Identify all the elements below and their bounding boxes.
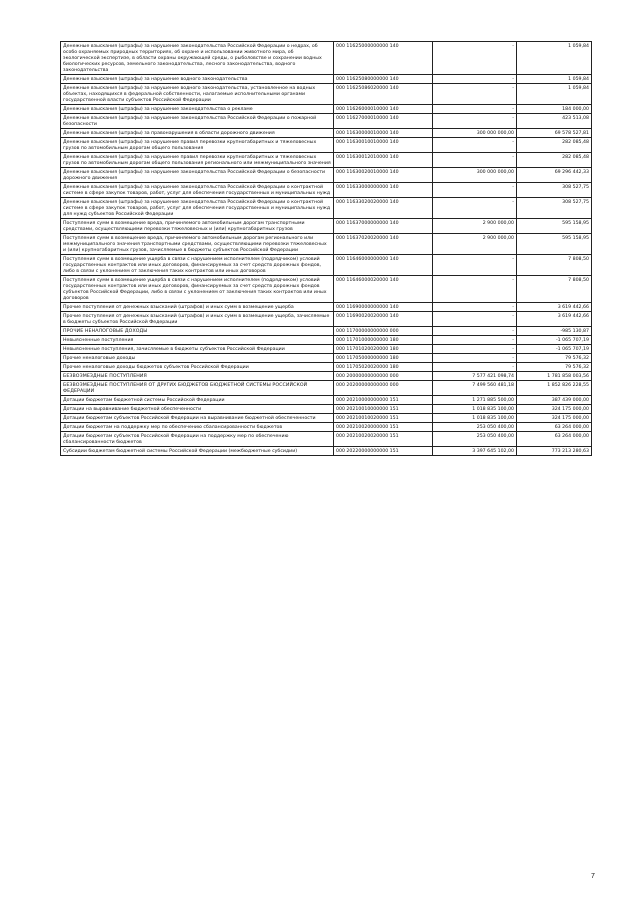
row-exec-cell: 7 808,50 — [517, 276, 592, 303]
row-plan-cell: 253 050 400,00 — [433, 432, 517, 447]
row-code-cell: 000 11630012010000 140 — [334, 153, 433, 168]
table-row — [61, 183, 592, 198]
row-name-cell: Денежные взыскания (штрафы) за нарушение водного законодательства — [61, 75, 334, 84]
row-code-cell: 000 11625000000000 140 — [334, 42, 433, 75]
row-name-cell: Денежные взыскания (штрафы) за нарушение законодательства Российской Федерации о контрактной системе в сфере закупок товаров, работ, услуг для обеспечения государственных и муниципальных нужд для нужд субъектов Российской Федерации — [61, 198, 334, 219]
row-code-cell: 000 11625086020000 140 — [334, 84, 433, 105]
row-name-cell: ПРОЧИЕ НЕНАЛОГОВЫЕ ДОХОДЫ — [61, 327, 334, 336]
row-plan-cell: 300 000 000,00 — [433, 129, 517, 138]
table-row — [61, 198, 592, 219]
revenue-table — [60, 41, 592, 456]
row-code-cell: 000 11700000000000 000 — [334, 327, 433, 336]
row-exec-cell: 1 781 858 003,56 — [517, 372, 592, 381]
row-name-cell: Дотации на выравнивание бюджетной обеспеченности — [61, 405, 334, 414]
row-plan-cell: - — [433, 327, 517, 336]
table-row — [61, 75, 592, 84]
row-code-cell: 000 20210020020000 151 — [334, 432, 433, 447]
row-code-cell: 000 11625080000000 140 — [334, 75, 433, 84]
row-name-cell: Денежные взыскания (штрафы) за нарушение законодательства о рекламе — [61, 105, 334, 114]
row-name-cell: Денежные взыскания (штрафы) за нарушение законодательства Российской Федерации о недрах, об особо охраняемых природных территориях, об охране и использовании животного мира, об экологической экспертизе, в области охраны окружающей среды, о рыболовстве и сохранении водных биологических ресурсов, земельного законодательства, лесного законодательства, водного законодательства — [61, 42, 334, 75]
row-code-cell: 000 20210020000000 151 — [334, 423, 433, 432]
row-name-cell: Поступления сумм в возмещение вреда, причиняемого автомобильным дорогам транспортными средствами, осуществляющими перевозки тяжеловесных и (или) крупногабаритных грузов — [61, 219, 334, 234]
row-exec-cell: 595 158,95 — [517, 219, 592, 234]
row-code-cell: 000 11701000000000 180 — [334, 336, 433, 345]
row-code-cell: 000 11626000010000 140 — [334, 105, 433, 114]
row-code-cell: 000 20210000000000 151 — [334, 396, 433, 405]
row-exec-cell: 308 527,75 — [517, 198, 592, 219]
row-exec-cell: 1 059,84 — [517, 84, 592, 105]
row-plan-cell: - — [433, 276, 517, 303]
table-row — [61, 336, 592, 345]
row-plan-cell: - — [433, 105, 517, 114]
row-name-cell: Дотации бюджетам на поддержку мер по обеспечению сбалансированности бюджетов — [61, 423, 334, 432]
row-code-cell: 000 11633020020000 140 — [334, 198, 433, 219]
row-exec-cell: 324 175 000,00 — [517, 414, 592, 423]
row-name-cell: Поступления сумм в возмещение ущерба в связи с нарушением исполнителем (подрядчиком) условий государственных контрактов или иных договоров, финансируемых за счет средств дорожных фондов субъектов Российской Федерации, либо в связи с уклонением от заключения таких контрактов или иных договоров — [61, 276, 334, 303]
row-exec-cell: 69 578 527,81 — [517, 129, 592, 138]
table-row — [61, 396, 592, 405]
row-code-cell: 000 20210010020000 151 — [334, 414, 433, 423]
row-exec-cell: -985 130,87 — [517, 327, 592, 336]
row-exec-cell: 595 158,95 — [517, 234, 592, 255]
row-plan-cell: 300 000 000,00 — [433, 168, 517, 183]
table-row — [61, 423, 592, 432]
row-name-cell: Денежные взыскания (штрафы) за нарушение законодательства Российской Федерации о пожарной безопасности — [61, 114, 334, 129]
row-plan-cell: - — [433, 75, 517, 84]
row-plan-cell: - — [433, 138, 517, 153]
table-row — [61, 447, 592, 456]
row-plan-cell: - — [433, 153, 517, 168]
row-plan-cell: 7 499 560 481,18 — [433, 381, 517, 396]
table-row — [61, 114, 592, 129]
row-code-cell: 000 11705020020000 180 — [334, 363, 433, 372]
table-row — [61, 345, 592, 354]
row-code-cell: 000 11646000000000 140 — [334, 255, 433, 276]
row-exec-cell: 308 527,75 — [517, 183, 592, 198]
row-name-cell: БЕЗВОЗМЕЗДНЫЕ ПОСТУПЛЕНИЯ — [61, 372, 334, 381]
row-name-cell: Денежные взыскания (штрафы) за нарушение водного законодательства, установленное на водных объектах, находящихся в федеральной собственности, налагаемые исполнительными органами государственной власти субъектов Российской Федерации — [61, 84, 334, 105]
table-row — [61, 372, 592, 381]
row-plan-cell: 1 271 885 500,00 — [433, 396, 517, 405]
row-exec-cell: 3 619 442,66 — [517, 312, 592, 327]
row-exec-cell: 79 576,32 — [517, 363, 592, 372]
row-name-cell: Денежные взыскания (штрафы) за правонарушения в области дорожного движения — [61, 129, 334, 138]
row-exec-cell: 184 000,00 — [517, 105, 592, 114]
row-exec-cell: 63 264 000,00 — [517, 423, 592, 432]
row-code-cell: 000 11630020010000 140 — [334, 168, 433, 183]
row-code-cell: 000 11627000010000 140 — [334, 114, 433, 129]
row-name-cell: БЕЗВОЗМЕЗДНЫЕ ПОСТУПЛЕНИЯ ОТ ДРУГИХ БЮДЖЕТОВ БЮДЖЕТНОЙ СИСТЕМЫ РОССИЙСКОЙ ФЕДЕРАЦИИ — [61, 381, 334, 396]
row-code-cell: 000 11705000000000 180 — [334, 354, 433, 363]
page-number: 7 — [591, 873, 595, 880]
row-name-cell: Прочие поступления от денежных взысканий (штрафов) и иных сумм в возмещение ущерба, зачисляемые в бюджеты субъектов Российской Федерации — [61, 312, 334, 327]
table-row — [61, 354, 592, 363]
row-plan-cell: - — [433, 345, 517, 354]
row-plan-cell: 2 900 000,00 — [433, 219, 517, 234]
table-row — [61, 327, 592, 336]
row-plan-cell: - — [433, 42, 517, 75]
row-exec-cell: 63 264 000,00 — [517, 432, 592, 447]
row-code-cell: 000 11690000000000 140 — [334, 303, 433, 312]
row-code-cell: 000 11637020020000 140 — [334, 234, 433, 255]
row-code-cell: 000 11690020020000 140 — [334, 312, 433, 327]
row-plan-cell: - — [433, 363, 517, 372]
table-row — [61, 432, 592, 447]
row-name-cell: Денежные взыскания (штрафы) за нарушение правил перевозки крупногабаритных и тяжеловесных грузов по автомобильным дорогам общего пользования — [61, 138, 334, 153]
row-code-cell: 000 20220000000000 151 — [334, 447, 433, 456]
table-row — [61, 129, 592, 138]
table-row — [61, 363, 592, 372]
row-name-cell: Поступления сумм в возмещение вреда, причиняемого автомобильным дорогам регионального или межмуниципального значения транспортными средствами, осуществляющими перевозки тяжеловесных и (или) крупногабаритных грузов, зачисляемые в бюджеты субъектов Российской Федерации — [61, 234, 334, 255]
row-exec-cell: 79 576,32 — [517, 354, 592, 363]
row-plan-cell: 1 018 835 100,00 — [433, 405, 517, 414]
row-name-cell: Дотации бюджетам субъектов Российской Федерации на поддержку мер по обеспечению сбалансированности бюджетов — [61, 432, 334, 447]
row-name-cell: Дотации бюджетам бюджетной системы Российской Федерации — [61, 396, 334, 405]
table-row — [61, 414, 592, 423]
row-name-cell: Прочие неналоговые доходы бюджетов субъектов Российской Федерации — [61, 363, 334, 372]
row-name-cell: Невыясненные поступления — [61, 336, 334, 345]
table-row — [61, 276, 592, 303]
row-exec-cell: 282 085,48 — [517, 138, 592, 153]
row-exec-cell: 773 213 280,63 — [517, 447, 592, 456]
table-row — [61, 105, 592, 114]
row-exec-cell: 69 296 442,33 — [517, 168, 592, 183]
row-plan-cell: 1 018 835 100,00 — [433, 414, 517, 423]
row-code-cell: 000 20200000000000 000 — [334, 381, 433, 396]
row-name-cell: Прочие поступления от денежных взысканий (штрафов) и иных сумм в возмещение ущерба — [61, 303, 334, 312]
row-plan-cell: - — [433, 354, 517, 363]
row-name-cell: Денежные взыскания (штрафы) за нарушение законодательства Российской Федерации о контрактной системе в сфере закупок товаров, работ, услуг для обеспечения государственных и муниципальных нужд — [61, 183, 334, 198]
row-plan-cell: - — [433, 255, 517, 276]
row-exec-cell: 387 439 000,00 — [517, 396, 592, 405]
row-code-cell: 000 20000000000000 000 — [334, 372, 433, 381]
row-exec-cell: 282 085,48 — [517, 153, 592, 168]
table-row — [61, 168, 592, 183]
row-code-cell: 000 11646000020000 140 — [334, 276, 433, 303]
row-code-cell: 000 11701020020000 180 — [334, 345, 433, 354]
row-name-cell: Денежные взыскания (штрафы) за нарушение правил перевозки крупногабаритных и тяжеловесных грузов по автомобильным дорогам общего пользования регионального или межмуниципального значения — [61, 153, 334, 168]
row-plan-cell: - — [433, 312, 517, 327]
row-plan-cell: 7 577 421 098,74 — [433, 372, 517, 381]
row-plan-cell: 3 397 645 102,00 — [433, 447, 517, 456]
table-row — [61, 42, 592, 75]
row-plan-cell: 253 050 400,00 — [433, 423, 517, 432]
table-row — [61, 405, 592, 414]
row-exec-cell: 1 059,84 — [517, 75, 592, 84]
table-row — [61, 255, 592, 276]
table-row — [61, 219, 592, 234]
row-code-cell: 000 11630000010000 140 — [334, 129, 433, 138]
row-name-cell: Прочие неналоговые доходы — [61, 354, 334, 363]
row-plan-cell: - — [433, 303, 517, 312]
row-plan-cell: - — [433, 114, 517, 129]
row-plan-cell: - — [433, 183, 517, 198]
table-row — [61, 312, 592, 327]
revenue-table-body — [61, 42, 592, 456]
row-plan-cell: - — [433, 84, 517, 105]
row-exec-cell: -1 065 707,19 — [517, 345, 592, 354]
row-exec-cell: 324 175 000,00 — [517, 405, 592, 414]
row-plan-cell: 2 900 000,00 — [433, 234, 517, 255]
table-row — [61, 303, 592, 312]
row-exec-cell: 3 619 442,66 — [517, 303, 592, 312]
row-code-cell: 000 11637000000000 140 — [334, 219, 433, 234]
row-name-cell: Дотации бюджетам субъектов Российской Федерации на выравнивание бюджетной обеспеченности — [61, 414, 334, 423]
row-exec-cell: 423 513,08 — [517, 114, 592, 129]
table-row — [61, 234, 592, 255]
row-name-cell: Денежные взыскания (штрафы) за нарушение законодательства Российской Федерации о безопасности дорожного движения — [61, 168, 334, 183]
row-exec-cell: 1 852 826 228,55 — [517, 381, 592, 396]
row-name-cell: Поступления сумм в возмещение ущерба в связи с нарушением исполнителем (подрядчиком) условий государственных контрактов или иных договоров, финансируемых за счет средств дорожных фондов, либо в связи с уклонением от заключения таких контрактов или иных договоров — [61, 255, 334, 276]
row-exec-cell: 1 059,84 — [517, 42, 592, 75]
row-plan-cell: - — [433, 198, 517, 219]
row-name-cell: Невыясненные поступления, зачисляемые в бюджеты субъектов Российской Федерации — [61, 345, 334, 354]
row-name-cell: Субсидии бюджетам бюджетной системы Российской Федерации (межбюджетные субсидии) — [61, 447, 334, 456]
row-exec-cell: 7 808,50 — [517, 255, 592, 276]
table-row — [61, 138, 592, 153]
table-row — [61, 381, 592, 396]
row-exec-cell: -1 065 707,19 — [517, 336, 592, 345]
row-plan-cell: - — [433, 336, 517, 345]
table-row — [61, 153, 592, 168]
row-code-cell: 000 11633000000000 140 — [334, 183, 433, 198]
table-row — [61, 84, 592, 105]
row-code-cell: 000 11630010010000 140 — [334, 138, 433, 153]
row-code-cell: 000 20210010000000 151 — [334, 405, 433, 414]
